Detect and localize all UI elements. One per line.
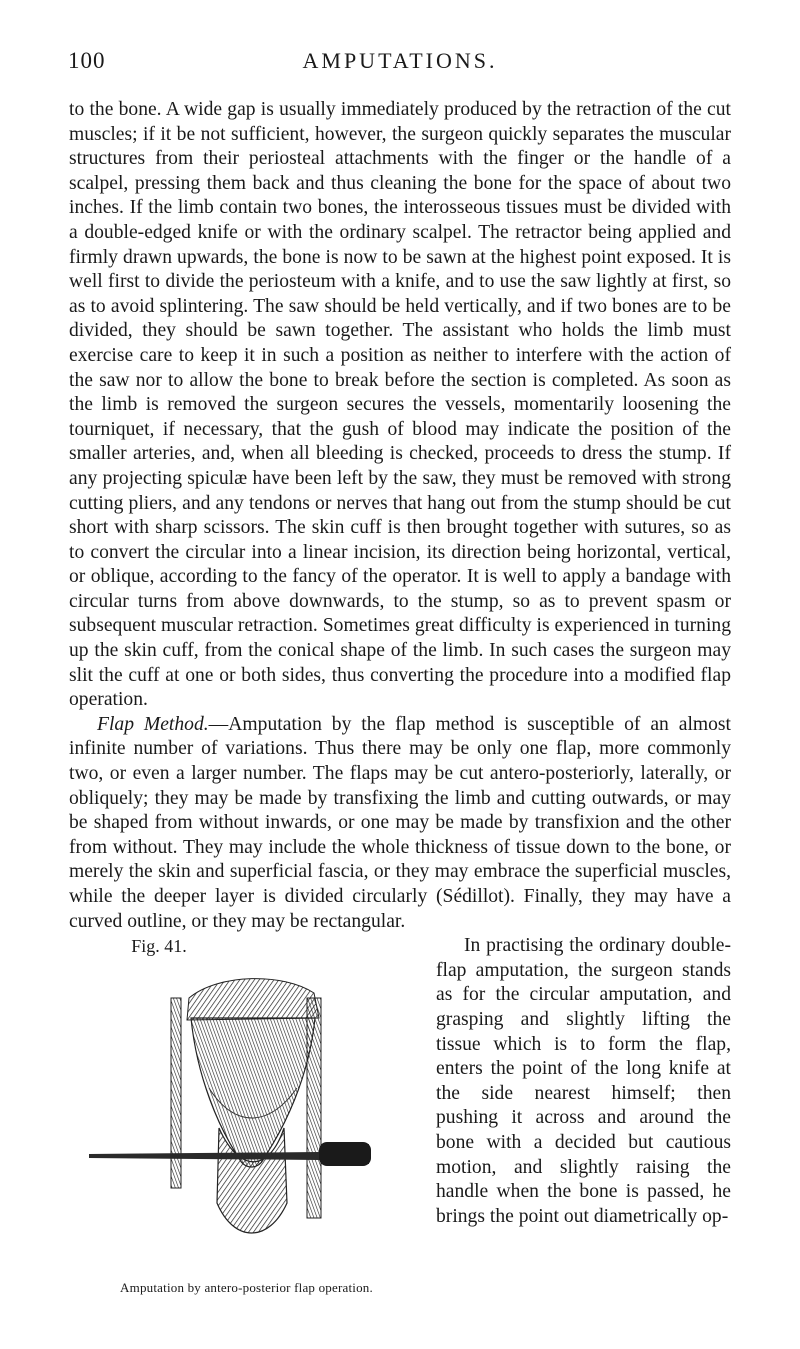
figure-caption: Amputation by antero-posterior flap operation. — [120, 1280, 373, 1296]
figure-label: Fig. 41. — [131, 936, 187, 957]
page-header — [68, 48, 732, 78]
flap-amputation-engraving-icon — [69, 958, 424, 1258]
paragraph-circular-method: to the bone. A wide gap is usually immediately produced by the retraction of the cut muscles; if it be not sufficient, however, the surgeon quickly separates the muscular structures from their periosteal attachments with the finger or the handle of a scalpel, pressing them back and thus cleaning the bone for the space of about two inches. If the limb contain two bones, the interosseous tissues must be divided with a double-edged knife or with the ordinary scalpel. The retractor being applied and firmly drawn upwards, the bone is now to be sawn at the highest point exposed. It is well first to divide the periosteum with a knife, and to use the saw lightly at first, so as to avoid splintering. The saw should be held vertically, and if two bones are to be divided, they should be sawn together. The assistant who holds the limb must exercise care to keep it in such a position as neither to interfere with the action of the saw nor to allow the bone to break before the section is completed. As soon as the limb is removed the surgeon secures the vessels, momentarily loosening the tourniquet, if necessary, that the gush of blood may indicate the position of the smaller arteries, and, when all bleeding is checked, proceeds to dress the stump. If any projecting spiculæ have been left by the saw, they must be removed with strong cutting pliers, and any tendons or nerves that hang out from the stump should be cut short with sharp scissors. The skin cuff is then brought together with sutures, so as to convert the circular into a linear incision, its direction being horizontal, vertical, or oblique, according to the fancy of the operator. It is well to apply a bandage with circular turns from above downwards, to the stump, so as to prevent spasm or subsequent muscular retraction. Sometimes great difficulty is experienced in turning up the skin cuff, from the conical shape of the limb. In such cases the surgeon may slit the cuff at one or both sides, thus converting the procedure into a modified flap operation. — [69, 99, 731, 711]
paragraph-flap-method — [69, 713, 731, 934]
body-text — [69, 98, 731, 1306]
page-number: 100 — [68, 48, 106, 73]
flap-method-text: —Amputation by the flap method is susceptible of an almost infinite number of variations. Thus there may be only one flap, more commonly two, or even a larger number. The flaps may be cut antero-posteriorly, laterally, or obliquely; they may be made by transfixing the limb and cutting outwards, or may be shaped from without inwards, or one may be made by transfixion and the other from without. They may include the whole thickness of tissue down to the bone, or merely the skin and superficial fascia, or they may embrace the superficial muscles, while the deeper layer is divided circularly (Sédillot). Finally, they may have a curved outline, or they may be rectangular. — [69, 713, 731, 932]
flap-method-heading: Flap Method. — [97, 713, 209, 735]
running-head: AMPUTATIONS. — [302, 48, 498, 73]
paragraph-double-flap: In practising the ordinary double-flap amputation, the surgeon stands as for the circular amputation, and grasping and slightly lifting the tissue which is to form the flap, enters the point of the long knife at the side nearest himself; then pushing it across and around the bone with a decided but cautious motion, and slightly raising the handle when the bone is passed, he brings the point out diametrically op- — [436, 935, 731, 1227]
figure-41 — [69, 934, 424, 1306]
